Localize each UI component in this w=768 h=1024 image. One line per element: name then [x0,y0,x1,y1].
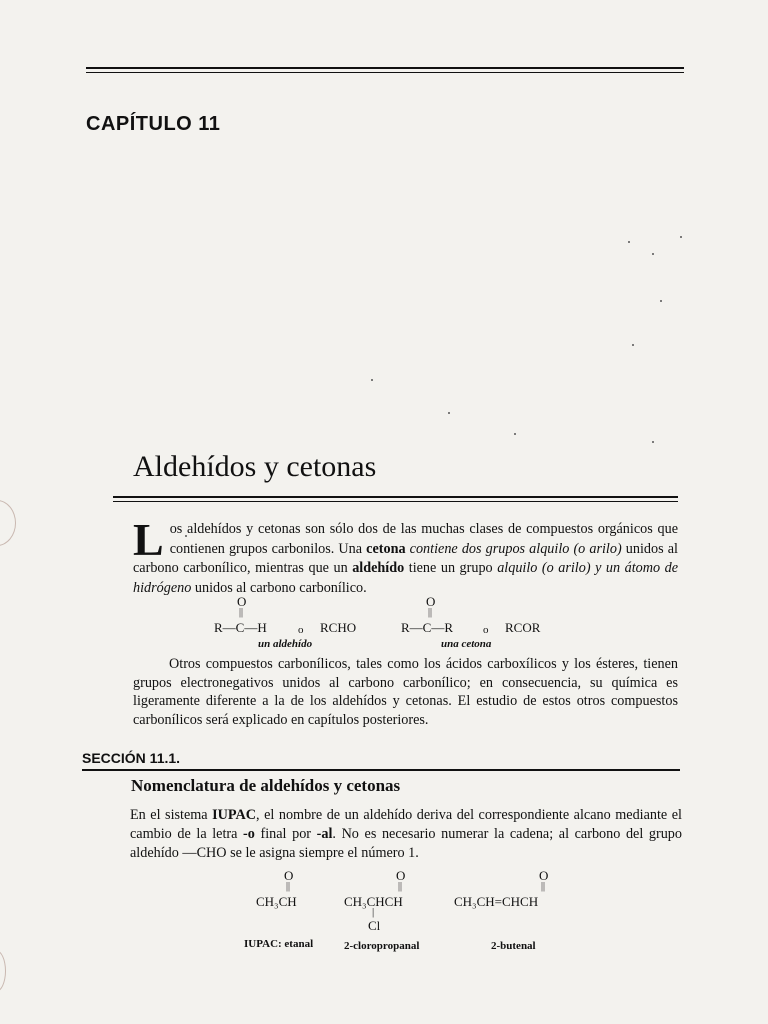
suffix-o: -o [243,826,255,842]
speck [660,300,662,302]
intro-text: unidos al carbono carbonílico, mientras que un [133,540,678,576]
ex2-formula: CH₃CHCH [344,894,403,909]
intro-text: unidos al carbono carbonílico. [191,579,367,596]
section-text: final por [254,826,317,842]
chapter-heading: CAPÍTULO 11 [86,113,221,135]
term-aldehido: aldehído [352,560,405,576]
term-iupac: IUPAC [212,807,257,823]
section-label: SECCIÓN 11.1. [82,750,181,766]
aldehyde-condensed: RCHO [320,620,357,635]
ex2-substituent: Cl [368,918,381,933]
top-rule-thin [86,72,684,73]
ex1-name: IUPAC: etanal [244,938,314,950]
ex1-formula: CH₃CH [256,894,297,909]
page-edge-mark [0,950,6,992]
aldehyde-double-bond: || [239,607,244,618]
ex1-oxygen: O [284,868,294,883]
ex2-double-bond: || [398,881,403,892]
ex3-oxygen: O [539,868,549,883]
speck [652,253,654,255]
speck [632,344,634,346]
ketone-condensed: RCOR [505,620,541,635]
ex2-name: 2-cloropropanal [344,940,420,952]
section-text: , el nombre de un aldehído deriva del correspondiente alcano mediante el cambio de la letra [130,807,682,842]
intro-text: tiene un grupo [404,560,498,576]
paragraph-other-carbonyls: Otros compuestos carbonílicos, tales como los ácidos carboxílicos y los ésteres, tienen grupos electronegativos unidos al carbono carbonílico; en consecuencia, su química es ligeramente diferente a la de los aldehídos y cetonas. El estudio de estos otros compuestos carbonílicos será explicado en capítulos posteriores. [133,656,678,728]
suffix-al: -al [316,826,333,842]
ex3-formula: CH₃CH=CHCH [454,894,539,909]
title-rule-thin [113,501,678,502]
aldehyde-oxygen: O [237,594,247,609]
section-rule [82,769,680,771]
speck [448,412,450,414]
or-word: o [483,624,489,636]
title-rule [113,496,678,498]
ex1-double-bond: || [286,881,291,892]
speck [371,379,373,381]
section-title: Nomenclatura de aldehídos y cetonas [131,776,401,795]
or-word: o [298,624,304,636]
speck [680,236,682,238]
ex3-name: 2-butenal [491,940,536,952]
intro-paragraph [133,514,678,598]
ketone-caption: una cetona [441,638,492,650]
ex2-oxygen: O [396,868,406,883]
aldehyde-caption: un aldehído [258,638,313,650]
intro-text: os aldehídos y cetonas son sólo dos de las muchas clases de compuestos orgánicos que contienen grupos carbonilos. Una [169,521,678,557]
ketone-structure: R—C—R [401,620,454,635]
speck [628,241,630,243]
speck [514,433,516,435]
ketone-double-bond: || [428,607,433,618]
speck [652,441,654,443]
term-cetona: cetona [366,540,406,557]
section-text: En el sistema [130,807,213,823]
chapter-title: Aldehídos y cetonas [133,450,377,483]
top-rule [86,67,684,69]
section-text: . No es necesario numerar la cadena; al carbono del grupo aldehído —CHO se le asigna siempre el número 1. [130,826,682,861]
section-paragraph [130,806,682,863]
aldehyde-structure: R—C—H [214,620,267,635]
ex2-substituent-bond: | [372,906,375,918]
intro-emphasis: contiene dos grupos alquilo (o arilo) [405,540,622,557]
ketone-oxygen: O [426,594,436,609]
page-edge-mark [0,500,16,546]
intro-emphasis: alquilo (o arilo) y un átomo de hidrógeno [133,560,678,596]
drop-cap: L [133,514,164,565]
ex3-double-bond: || [541,881,546,892]
